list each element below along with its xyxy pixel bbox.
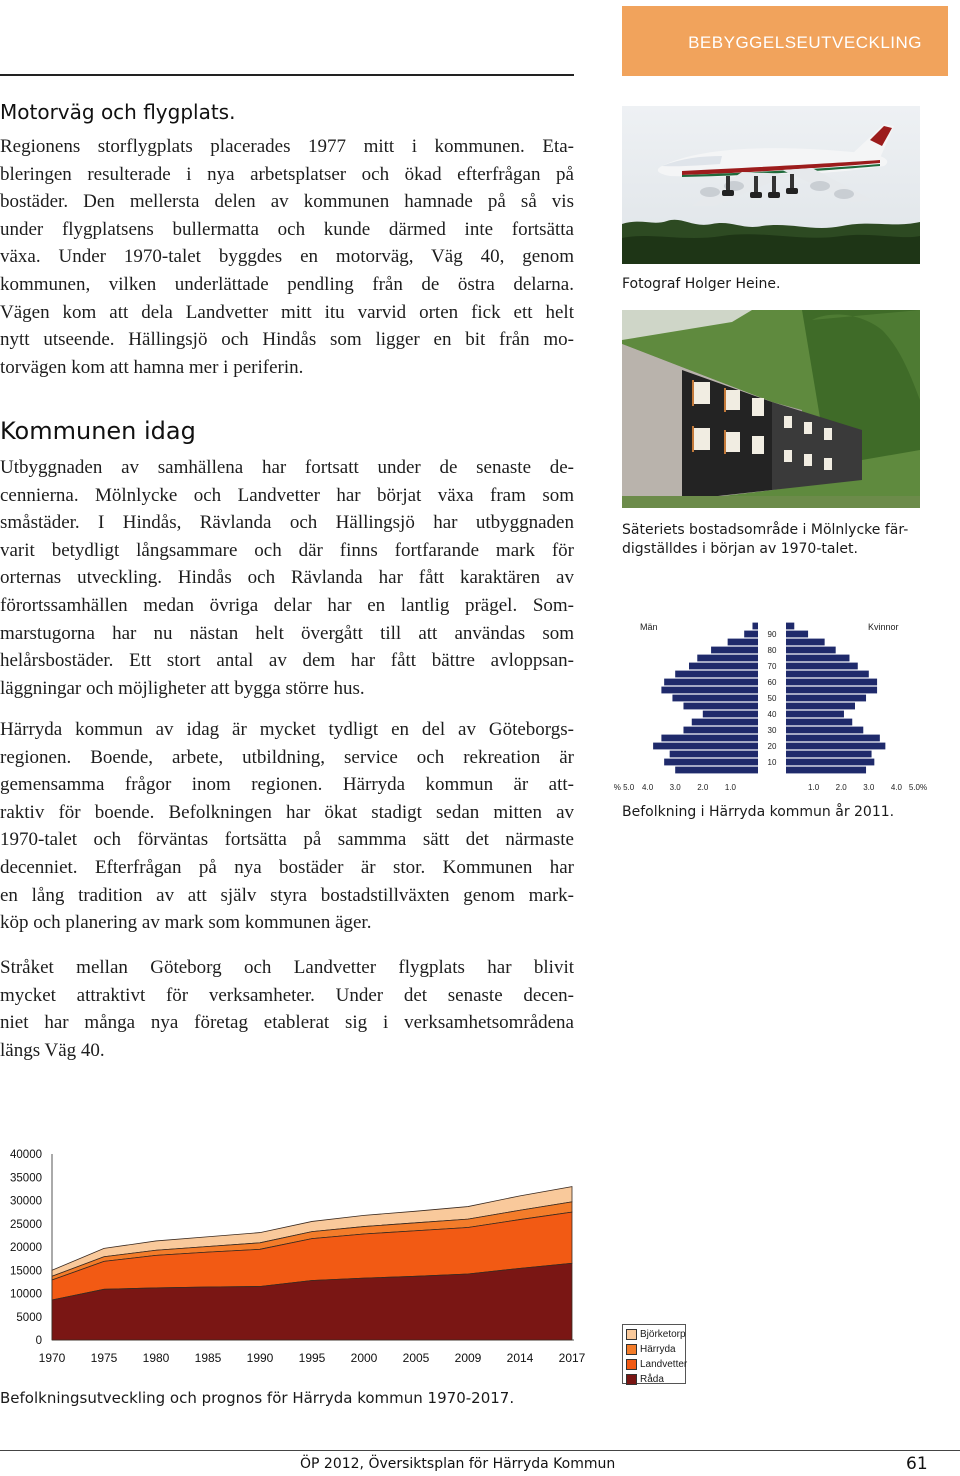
text-line: nytt utseende. Hällingsjö och Hindås som ligger en bit från mo- — [0, 329, 574, 351]
pyramid-bar-men — [703, 711, 758, 718]
text-line: Regionens storflygplats placerades 1977 mitt i kommunen. Eta- — [0, 136, 574, 157]
pyramid-bar-women — [786, 671, 869, 678]
area-y-tick-label: 20000 — [10, 1242, 42, 1254]
pyramid-bar-men — [711, 647, 758, 654]
pyramid-bar-men — [752, 623, 758, 630]
area-x-tick-label: 1985 — [194, 1351, 222, 1365]
legend-item-harryda — [626, 1342, 682, 1357]
pyramid-bar-women — [786, 711, 844, 718]
pyramid-bar-men — [697, 655, 758, 662]
area-x-tick-label: 2000 — [350, 1351, 378, 1365]
pyramid-bar-women — [786, 727, 863, 734]
pyramid-age-label: 70 — [767, 662, 777, 671]
text-line: småstäder. I Hindås, Rävlanda och Hällingsjö har utbyggnaden — [0, 512, 574, 534]
pyramid-bar-men — [664, 759, 758, 766]
pyramid-bar-men — [670, 751, 758, 758]
area-x-tick-label: 2005 — [402, 1351, 430, 1365]
text-line: Vägen kom att dela Landvetter mitt itu varvid orten fick ett helt — [0, 301, 574, 323]
text-line: förortssamhällen medan övriga delar har en lantlig prägel. Som- — [0, 594, 574, 616]
pyramid-age-label: 50 — [767, 694, 777, 703]
pyramid-x-tick-right: 2.0 — [835, 783, 847, 792]
text-line: raktiv för boende. Befolkningen har ökat stadigt sedan mitten av — [0, 801, 574, 823]
text-line: bleringen resulterade i nya arbetsplatser och ökad efterfrågan på — [0, 163, 574, 185]
legend-label-bjorketorp: Björketorp — [640, 1329, 686, 1340]
pyramid-bar-women — [786, 687, 877, 694]
pyramid-bar-women — [786, 743, 885, 750]
area-x-tick-label: 1990 — [246, 1351, 274, 1365]
today-paragraph-1 — [0, 454, 574, 702]
area-x-tick-label: 1980 — [142, 1351, 170, 1365]
area-x-tick-label: 1970 — [38, 1351, 66, 1365]
legend-swatch-rada — [626, 1374, 637, 1385]
pyramid-bar-women — [786, 631, 808, 638]
text-line: helårsbostäder. Ett stort antal av dem har fått bättre avloppsan- — [0, 650, 574, 672]
legend-item-bjorketorp — [626, 1327, 686, 1342]
pyramid-bar-women — [786, 703, 855, 710]
pyramid-age-label: 30 — [767, 726, 777, 735]
page-number: 61 — [906, 1454, 928, 1474]
text-line: regionen. Boende, arbete, utbildning, service och rekreation är — [0, 746, 574, 768]
pyramid-bar-women — [786, 735, 880, 742]
pyramid-bar-men — [683, 703, 758, 710]
area-x-tick-label: 1995 — [298, 1351, 326, 1365]
pyramid-x-tick-right: 1.0 — [808, 783, 820, 792]
building-caption — [622, 521, 920, 559]
text-line: växa. Under 1970-talet byggdes en motorväg, Väg 40, genom — [0, 246, 574, 268]
today-paragraph-2 — [0, 716, 574, 937]
pyramid-x-tick-right: 4.0 — [890, 783, 902, 792]
pyramid-bar-women — [786, 647, 836, 654]
text-line: torvägen kom att hamna mer i periferin. — [0, 356, 304, 378]
header-rule — [0, 74, 574, 76]
pyramid-x-tick-left: % 5.0 — [613, 783, 635, 792]
pyramid-bar-men — [661, 735, 758, 742]
today-heading: Kommunen idag — [0, 417, 196, 445]
pyramid-bar-men — [744, 631, 758, 638]
footer-title: ÖP 2012, Översiktsplan för Härryda Kommun — [300, 1456, 616, 1472]
pyramid-bar-men — [683, 727, 758, 734]
motorway-heading: Motorväg och flygplats. — [0, 100, 236, 124]
pyramid-age-label: 80 — [767, 646, 777, 655]
airplane-caption: Fotograf Holger Heine. — [622, 276, 781, 292]
footer-rule — [0, 1450, 960, 1451]
pyramid-bar-men — [689, 663, 758, 670]
today-paragraph-3 — [0, 954, 574, 1064]
section-tab: BEBYGGELSEUTVECKLING — [622, 6, 948, 76]
legend-swatch-landvetter — [626, 1359, 637, 1370]
area-y-tick-label: 35000 — [10, 1172, 42, 1185]
pyramid-bar-women — [786, 623, 794, 630]
pyramid-bar-women — [786, 759, 874, 766]
legend-item-rada — [626, 1372, 682, 1387]
area-y-tick-label: 0 — [35, 1335, 42, 1347]
legend-label-rada: Råda — [640, 1374, 664, 1385]
text-line: 1970-talet och förväntas fortsätta på sammma sätt det närmaste — [0, 829, 574, 851]
pyramid-bar-men — [664, 679, 758, 686]
pyramid-bar-women — [786, 751, 872, 758]
text-line: Utbyggnaden av samhällena har fortsatt under de senaste de- — [0, 457, 574, 478]
text-line: Härryda kommun av idag är mycket tydligt en del av Göteborgs- — [0, 719, 574, 740]
pyramid-bar-men — [692, 719, 758, 726]
legend-item-landvetter — [626, 1357, 688, 1372]
text-line: gemensamma frågor inom regionen. Härryda kommun är att- — [0, 774, 574, 796]
pyramid-bar-women — [786, 655, 849, 662]
pyramid-x-tick-left: 4.0 — [642, 783, 654, 792]
area-y-tick-label: 10000 — [10, 1288, 42, 1301]
text-line: orternas utveckling. Hindås och Rävlanda har fått karaktären av — [0, 567, 574, 589]
pyramid-bar-women — [786, 639, 825, 646]
pyramid-bar-women — [786, 695, 866, 702]
pyramid-x-tick-right: 5.0% — [908, 783, 928, 792]
pyramid-x-tick-left: 2.0 — [697, 783, 709, 792]
text-line: en lång tradition av att själv styra bostadstillväxten genom mark- — [0, 884, 574, 906]
area-x-tick-label: 1975 — [90, 1351, 118, 1365]
pyramid-bar-women — [786, 679, 877, 686]
legend-swatch-bjorketorp — [626, 1329, 637, 1340]
text-line: läggningar och möjligheter att bygga större hus. — [0, 677, 365, 699]
pyramid-x-tick-right: 3.0 — [863, 783, 875, 792]
pyramid-bar-men — [672, 695, 758, 702]
area-y-tick-label: 15000 — [10, 1265, 42, 1278]
building-caption-line-2: digställdes i början av 1970-talet. — [622, 541, 858, 557]
pyramid-bar-men — [653, 743, 758, 750]
pyramid-left-label: Män — [640, 622, 658, 632]
population-pyramid-chart — [613, 610, 928, 796]
pyramid-right-label: Kvinnor — [868, 622, 899, 632]
pyramid-bar-women — [786, 719, 852, 726]
pyramid-caption: Befolkning i Härryda kommun år 2011. — [622, 804, 895, 820]
legend-label-landvetter: Landvetter — [640, 1359, 688, 1370]
airplane-photo — [622, 106, 920, 264]
pyramid-x-tick-left: 1.0 — [724, 783, 736, 792]
text-line: kommunen, vilken underlättade pendling från de östra delarna. — [0, 273, 574, 295]
motorway-paragraph — [0, 133, 574, 381]
legend-swatch-harryda — [626, 1344, 637, 1355]
pyramid-age-label: 40 — [767, 710, 777, 719]
pyramid-bar-men — [728, 639, 758, 646]
pyramid-age-label: 90 — [767, 630, 777, 639]
pyramid-bar-men — [675, 767, 758, 774]
text-line: mycket attraktivt för verksamheter. Under det senaste decen- — [0, 984, 574, 1006]
area-x-tick-label: 2009 — [454, 1351, 482, 1365]
pyramid-x-tick-left: 3.0 — [669, 783, 681, 792]
area-y-tick-label: 30000 — [10, 1195, 42, 1208]
pyramid-bar-men — [675, 671, 758, 678]
area-x-tick-label: 2014 — [506, 1351, 534, 1365]
text-line: under flygplatsens bullermatta och kunde därmed inte fortsätta — [0, 218, 574, 240]
text-line: köp och planering av mark som kommunen äger. — [0, 912, 372, 934]
legend-label-harryda: Härryda — [640, 1344, 676, 1355]
text-line: varit betydligt långsammare och där finns fortfarande mark för — [0, 539, 574, 561]
population-area-chart — [0, 1140, 600, 1370]
area-chart-legend — [622, 1324, 686, 1384]
pyramid-bar-men — [661, 687, 758, 694]
text-line: Stråket mellan Göteborg och Landvetter flygplats har blivit — [0, 957, 574, 978]
text-line: decenniet. Efterfrågan på nya bostäder är stor. Kommunen har — [0, 856, 574, 878]
pyramid-age-label: 20 — [767, 742, 777, 751]
text-line: marstugorna har nu nästan helt övergått till att användas som — [0, 622, 574, 644]
area-y-tick-label: 40000 — [10, 1149, 42, 1161]
area-y-tick-label: 25000 — [10, 1218, 42, 1231]
pyramid-bar-women — [786, 663, 858, 670]
pyramid-age-label: 60 — [767, 678, 777, 687]
text-line: bostäder. Den mellersta delen av kommunen hamnade på så vis — [0, 191, 574, 213]
text-line: cennierna. Mölnlycke och Landvetter har börjat växa fram som — [0, 484, 574, 506]
building-caption-line-1: Säteriets bostadsområde i Mölnlycke fär- — [622, 522, 909, 538]
area-y-tick-label: 5000 — [16, 1311, 42, 1324]
pyramid-age-label: 10 — [767, 758, 777, 767]
area-x-tick-label: 2017 — [558, 1351, 586, 1365]
pyramid-bar-women — [786, 767, 866, 774]
area-chart-caption: Befolkningsutveckling och prognos för Härryda kommun 1970-2017. — [0, 1389, 515, 1407]
building-photo — [622, 310, 920, 508]
text-line: niet har många nya företag etablerat sig i verksamhetsområdena — [0, 1012, 574, 1034]
text-line: längs Väg 40. — [0, 1039, 105, 1061]
